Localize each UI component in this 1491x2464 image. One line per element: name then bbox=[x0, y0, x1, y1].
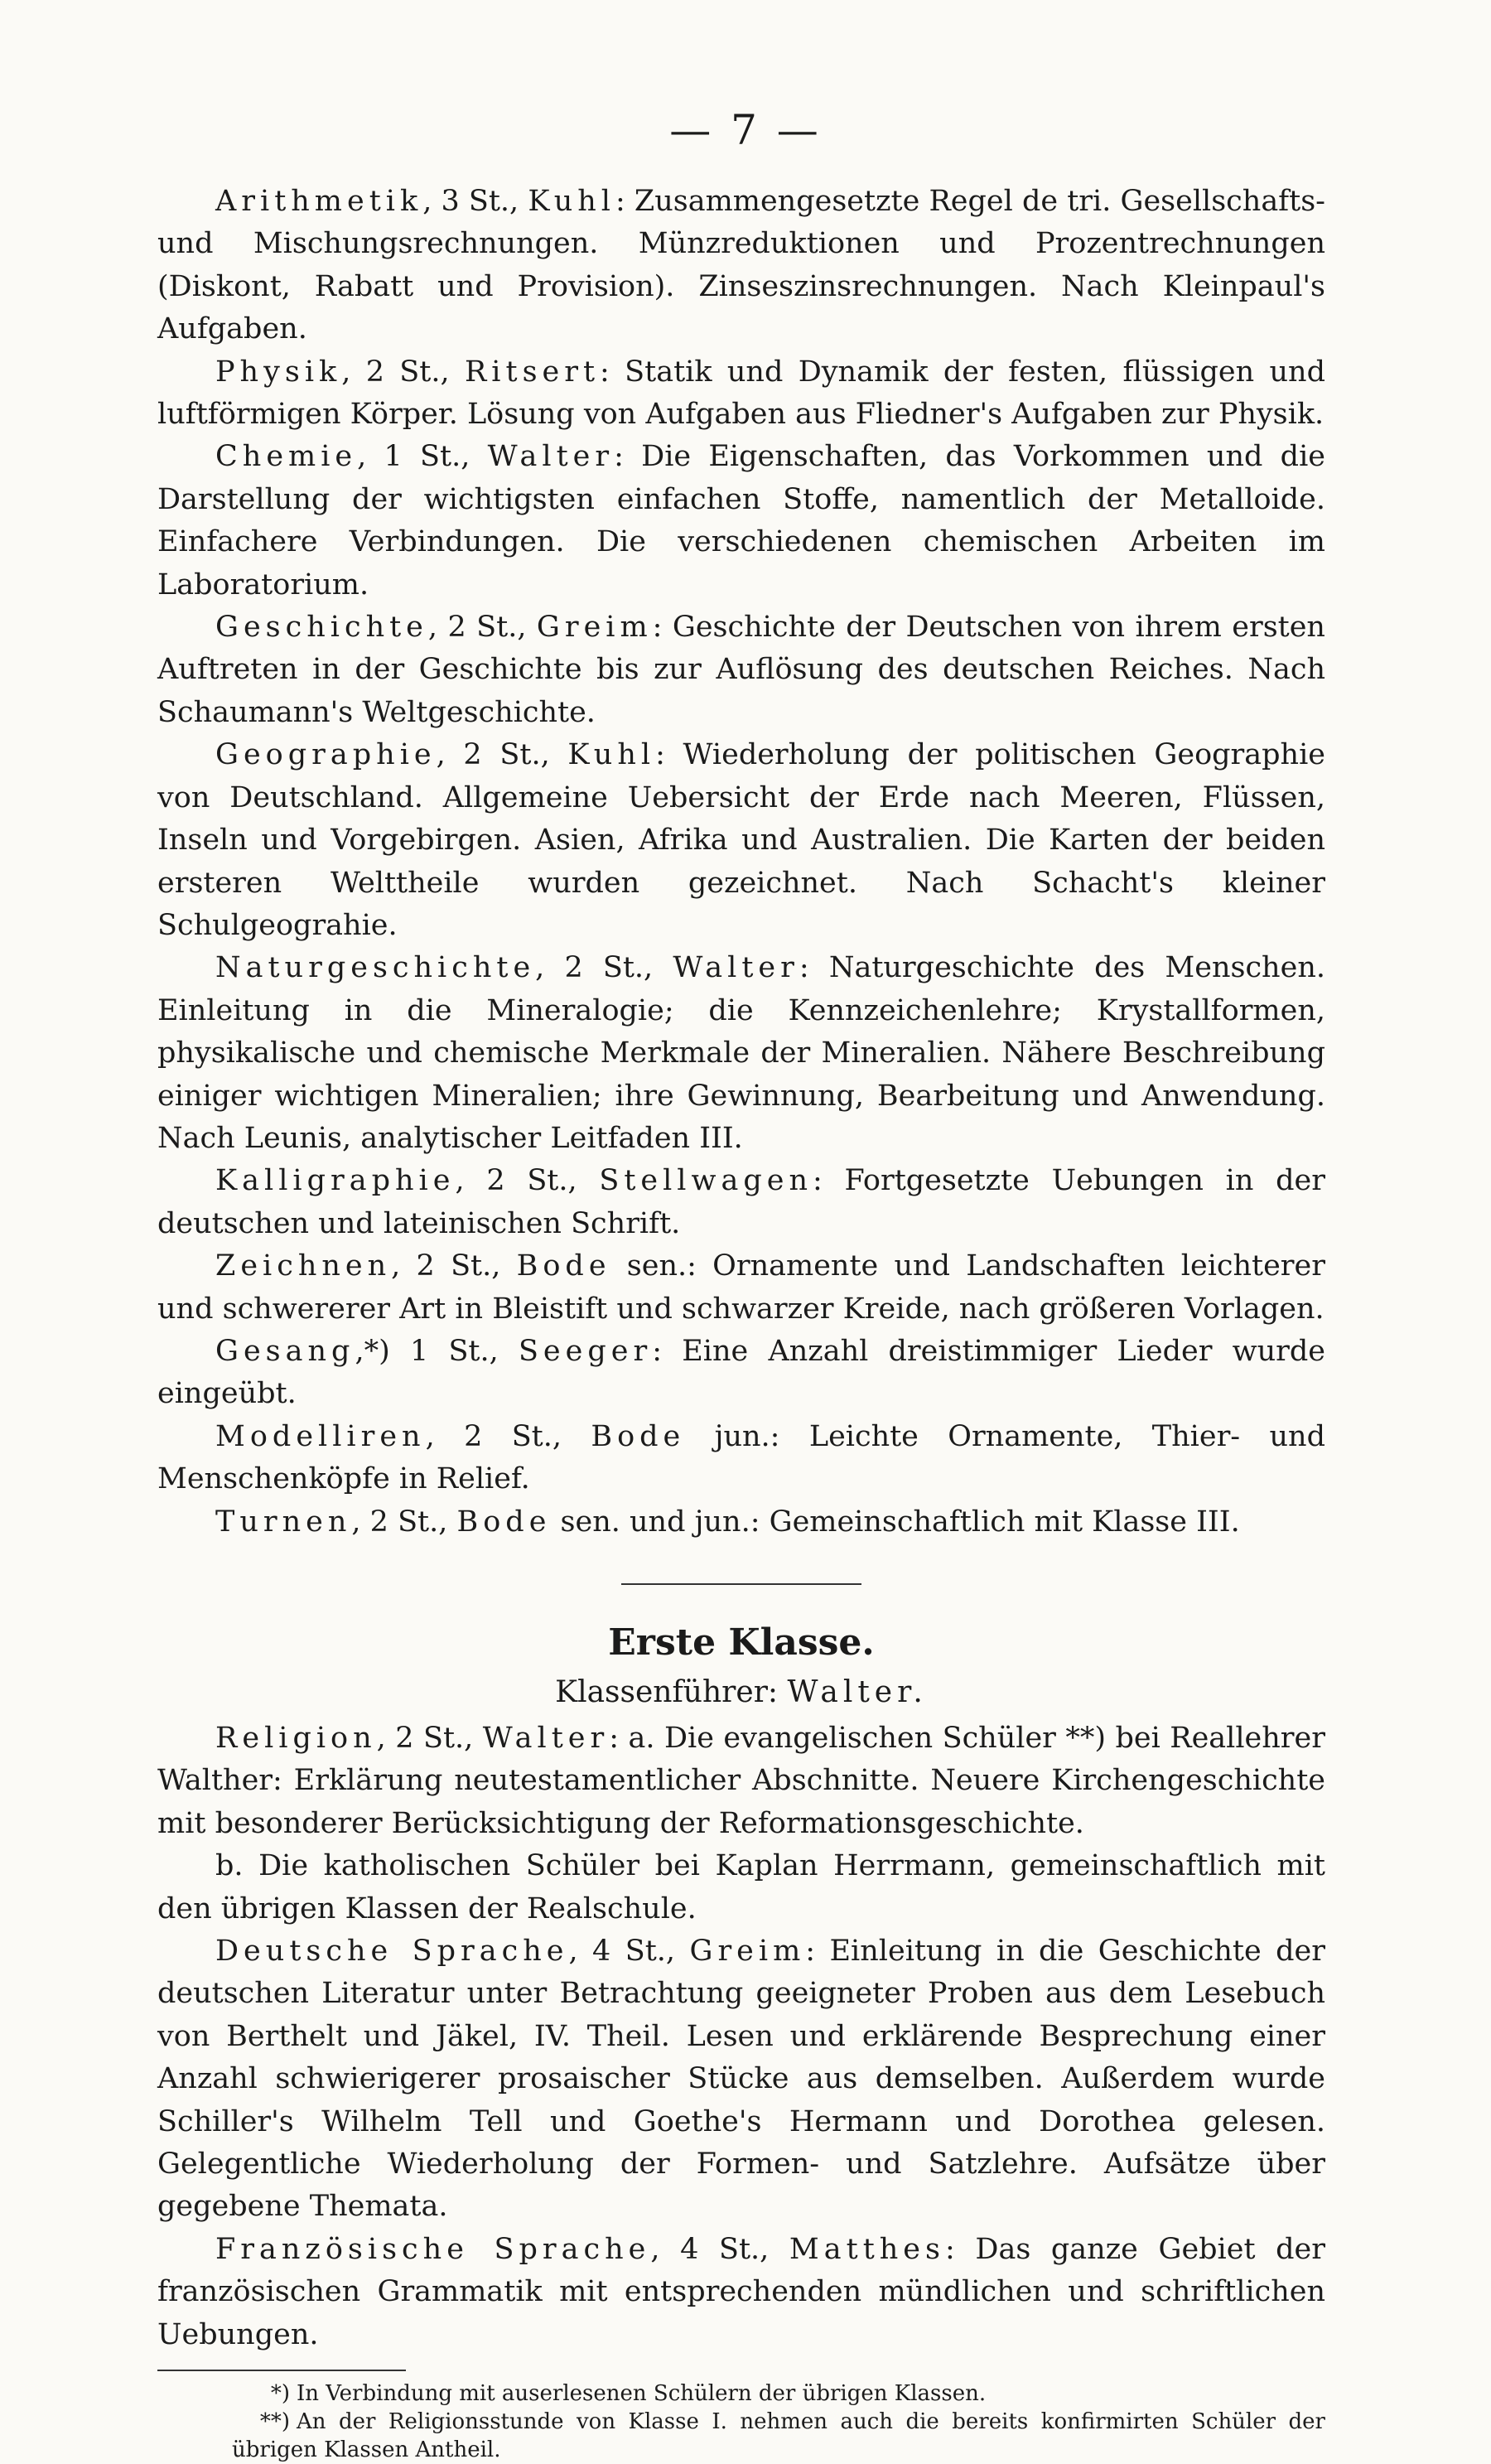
subject-hours: , 4 St., bbox=[650, 2232, 789, 2266]
subject-entry bbox=[157, 1331, 1325, 1416]
subject-description: b. Die katholischen Schüler bei Kaplan Herrmann, gemeinschaftlich mit den übrigen Klassen der Realschule. bbox=[157, 1849, 1325, 1925]
subject-description: : Das ganze Gebiet der französischen Grammatik mit entsprechenden mündlichen und schriftlichen Uebungen. bbox=[157, 2232, 1325, 2351]
subject-description: : Die Eigenschaften, das Vorkommen und die Darstellung der wichtigsten einfachen Stoffe, namentlich der Metalloide. Einfachere Verbindungen. Die verschiedenen chemischen Arbeiten im Laboratorium. bbox=[157, 440, 1325, 602]
subject-entry bbox=[157, 1845, 1325, 1930]
teacher-name: Seeger bbox=[518, 1334, 653, 1368]
footnote-rule bbox=[157, 2370, 406, 2371]
subject-name: Religion bbox=[215, 1722, 377, 1755]
subject-description: jun.: Leichte Ornamente, Thier- und Menschenköpfe in Relief. bbox=[157, 1419, 1325, 1496]
subject-entry bbox=[157, 606, 1325, 734]
subject-hours: , 2 St., bbox=[391, 1249, 517, 1283]
subject-list-upper bbox=[157, 181, 1325, 1544]
class-leader-name: Walter. bbox=[787, 1675, 928, 1709]
subject-description: : Einleitung in die Geschichte der deutschen Literatur unter Betrachtung geeigneter Proben aus dem Lesebuch von Berthelt und Jäkel, IV. Theil. Lesen und erklärende Besprechung einer Anzahl schwierigerer prosaischer Stücke aus demselben. Außerdem wurde Schiller's Wilhelm Tell und Goethe's Hermann und Dorothea gelesen. Gelegentliche Wiederholung der Formen- und Satzlehre. Aufsätze über gegebene Themata. bbox=[157, 1935, 1325, 2224]
subject-entry bbox=[157, 1416, 1325, 1501]
teacher-name: Walter bbox=[487, 440, 615, 474]
subject-hours: , 2 St., bbox=[341, 355, 465, 389]
subject-name: Chemie bbox=[215, 440, 358, 474]
subject-entry bbox=[157, 1160, 1325, 1245]
class-leader-label: Klassenführer: bbox=[555, 1675, 788, 1709]
subject-name: Physik bbox=[215, 355, 342, 389]
subject-list-lower bbox=[157, 1718, 1325, 2356]
subject-description: : Statik und Dynamik der festen, flüssigen und luftförmigen Körper. Lösung von Aufgaben aus Fliedner's Aufgaben zur Physik. bbox=[157, 355, 1325, 432]
teacher-name: Ritsert bbox=[464, 355, 601, 389]
subject-entry bbox=[157, 181, 1325, 351]
subject-name: Naturgeschichte bbox=[215, 951, 536, 985]
subject-name: Modelliren bbox=[215, 1419, 426, 1453]
subject-description: : Wiederholung der politischen Geographie von Deutschland. Allgemeine Uebersicht der Erde nach Meeren, Flüssen, Inseln und Vorgebirgen. Asien, Afrika und Australien. Die Karten der beiden ersteren Welttheile wurden gezeichnet. Nach Schacht's kleiner Schulgeograhie. bbox=[157, 738, 1325, 942]
subject-name: Kalligraphie bbox=[215, 1164, 456, 1198]
teacher-name: Matthes bbox=[789, 2232, 945, 2266]
subject-entry bbox=[157, 947, 1325, 1160]
class-heading: Erste Klasse. bbox=[608, 1621, 875, 1664]
subject-name: Arithmetik bbox=[215, 185, 423, 218]
subject-name: Geographie bbox=[215, 738, 437, 772]
subject-entry bbox=[157, 2229, 1325, 2356]
subject-description: sen. und jun.: Gemeinschaftlich mit Klasse III. bbox=[551, 1505, 1240, 1539]
subject-hours: , 2 St., bbox=[455, 1164, 600, 1198]
subject-entry bbox=[157, 1930, 1325, 2229]
subject-entry bbox=[157, 1245, 1325, 1331]
subject-name: Geschichte bbox=[215, 611, 428, 645]
section-divider bbox=[621, 1583, 861, 1585]
subject-hours: , 2 St., bbox=[376, 1722, 483, 1755]
subject-hours: , 2 St., bbox=[351, 1505, 457, 1539]
footnote-text: An der Religionsstunde von Klasse I. nehmen auch die bereits konfirmirten Schüler der übrigen Klassen Antheil. bbox=[232, 2409, 1325, 2463]
page-body bbox=[157, 181, 1325, 2464]
subject-description: : Zusammengesetzte Regel de tri. Gesellschafts- und Mischungsrechnungen. Münzreduktionen und Prozentrechnungen (Diskont, Rabatt und Provision). Zinseszinsrechnungen. Nach Kleinpaul's Aufgaben. bbox=[157, 185, 1325, 346]
subject-hours: , 2 St., bbox=[535, 951, 673, 985]
footnote-mark: **) bbox=[259, 2409, 290, 2435]
footnote bbox=[157, 2379, 1325, 2408]
subject-entry bbox=[157, 351, 1325, 437]
subject-entry bbox=[157, 1501, 1325, 1544]
teacher-name: Greim bbox=[536, 611, 653, 645]
subject-hours: , 2 St., bbox=[436, 738, 568, 772]
subject-hours: , 1 St., bbox=[357, 440, 488, 474]
teacher-name: Bode bbox=[516, 1249, 611, 1283]
subject-name: Zeichnen bbox=[215, 1249, 392, 1283]
subject-entry bbox=[157, 436, 1325, 606]
subject-hours: , 2 St., bbox=[425, 1419, 591, 1453]
footnote bbox=[157, 2408, 1325, 2464]
subject-hours: , 4 St., bbox=[568, 1935, 690, 1969]
subject-description: : Naturgeschichte des Menschen. Einleitung in die Mineralogie; die Kennzeichenlehre; Krystallformen, physikalische und chemische Merkmale der Mineralien. Nähere Beschreibung einiger wichtigen Mineralien; ihre Gewinnung, Bearbeitung und Anwendung. Nach Leunis, analytischer Leitfaden III. bbox=[157, 951, 1325, 1155]
subject-name: Französische Sprache bbox=[215, 2232, 651, 2266]
subject-description: : Eine Anzahl dreistimmiger Lieder wurde eingeübt. bbox=[157, 1334, 1325, 1411]
teacher-name: Walter bbox=[673, 951, 799, 985]
subject-entry bbox=[157, 1718, 1325, 1845]
page-number: — 7 — bbox=[669, 106, 822, 154]
subject-description: : Geschichte der Deutschen von ihrem ersten Auftreten in der Geschichte bis zur Auflösung des deutschen Reiches. Nach Schaumann's Weltgeschichte. bbox=[157, 611, 1325, 729]
footnote-mark: *) bbox=[270, 2381, 290, 2407]
teacher-name: Bode bbox=[591, 1419, 686, 1453]
teacher-name: Greim bbox=[689, 1935, 806, 1969]
subject-hours: , 3 St., bbox=[422, 185, 528, 218]
subject-description: : a. Die evangelischen Schüler **) bei Reallehrer Walther: Erklärung neutestamentlicher Abschnitte. Neuere Kirchengeschichte mit besonderer Berücksichtigung der Reformationsgeschichte. bbox=[157, 1722, 1325, 1840]
subject-name: Deutsche Sprache bbox=[215, 1935, 569, 1969]
class-leader-line bbox=[157, 1668, 1325, 1718]
subject-entry bbox=[157, 734, 1325, 947]
subject-description: : Fortgesetzte Uebungen in der deutschen und lateinischen Schrift. bbox=[157, 1164, 1325, 1240]
teacher-name: Kuhl bbox=[528, 185, 615, 218]
teacher-name: Stellwagen bbox=[599, 1164, 813, 1198]
teacher-name: Bode bbox=[456, 1505, 552, 1539]
subject-hours: ,*) 1 St., bbox=[355, 1334, 519, 1368]
subject-name: Turnen bbox=[215, 1505, 352, 1539]
footnotes bbox=[157, 2379, 1325, 2464]
subject-description: sen.: Ornamente und Landschaften leichterer und schwererer Art in Bleistift und schwarzer Kreide, nach größeren Vorlagen. bbox=[157, 1249, 1325, 1326]
teacher-name: Kuhl bbox=[567, 738, 656, 772]
subject-name: Gesang bbox=[215, 1334, 355, 1368]
footnote-text: In Verbindung mit auserlesenen Schülern der übrigen Klassen. bbox=[297, 2381, 987, 2407]
teacher-name: Walter bbox=[482, 1722, 610, 1755]
subject-hours: , 2 St., bbox=[427, 611, 537, 645]
